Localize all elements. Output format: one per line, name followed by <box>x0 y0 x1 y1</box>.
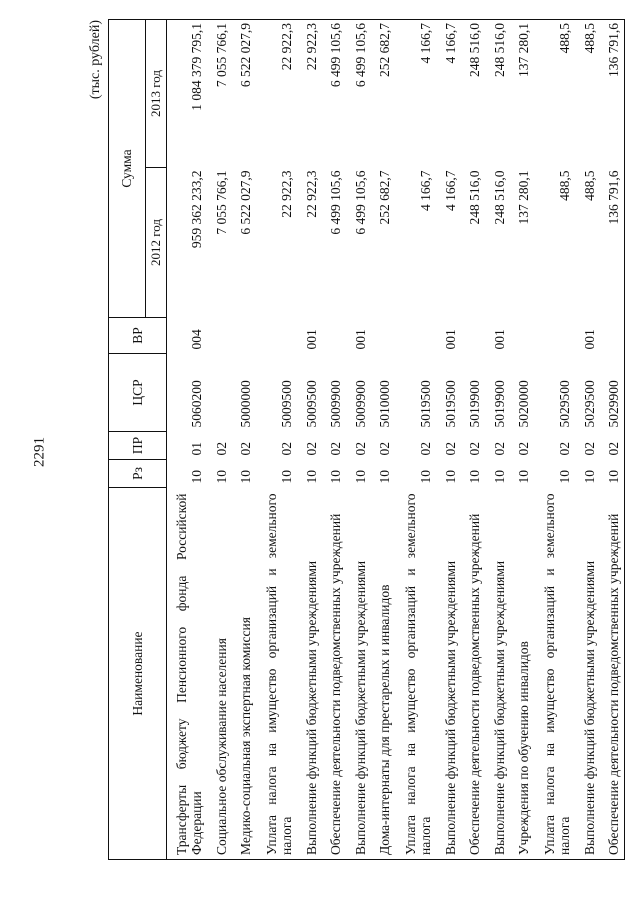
table-row <box>232 19 257 859</box>
cell-csr: 5009500 <box>303 380 319 428</box>
cell-y2013: 488,5 <box>535 19 576 167</box>
cell-name: Обеспечение деятельности подведомственных учреждений <box>461 488 486 860</box>
cell-csr: 5029500 <box>581 380 597 428</box>
cell-vr: 001 <box>581 329 597 350</box>
cell-y2012: 248 516,0 <box>491 170 507 225</box>
table-row <box>322 19 347 859</box>
cell-name: Выполнение функций бюджетными учреждениями <box>576 488 601 860</box>
table-row <box>510 19 535 859</box>
table-row <box>298 19 323 859</box>
cell-rz: 10 <box>600 460 625 488</box>
cell-vr <box>510 318 535 354</box>
cell-pr: 02 <box>328 442 344 456</box>
cell-y2012: 488,5 <box>581 170 597 201</box>
cell-csr: 5029500 <box>557 380 573 428</box>
cell-y2013: 248 516,0 <box>486 19 511 167</box>
cell-rz: 10 <box>516 470 532 484</box>
cell-csr: 5029900 <box>600 354 625 432</box>
cell-rz: 10 <box>557 470 573 484</box>
cell-y2013: 248 516,0 <box>461 19 486 167</box>
cell-csr: 5019900 <box>467 380 483 428</box>
cell-pr: 02 <box>442 442 458 456</box>
cell-vr: 001 <box>491 329 507 350</box>
cell-pr: 02 <box>516 442 532 456</box>
cell-name: Медико-социальная экспертная комиссия <box>232 488 257 860</box>
cell-y2012: 137 280,1 <box>516 170 532 225</box>
header-sum: Сумма <box>109 19 146 317</box>
cell-vr <box>535 318 576 354</box>
cell-csr: 5060200 <box>189 380 205 428</box>
cell-y2013: 6 499 105,6 <box>347 19 372 167</box>
cell-y2012: 22 922,3 <box>303 170 319 218</box>
cell-vr <box>208 318 233 354</box>
cell-name: Трансферты бюджету Пенсионного фонда Российской Федерации <box>167 488 208 860</box>
cell-rz: 10 <box>467 470 483 484</box>
cell-rz: 10 <box>189 470 205 484</box>
cell-pr: 02 <box>600 432 625 460</box>
cell-name: Учреждения по обучению инвалидов <box>510 488 535 860</box>
table-row <box>535 19 576 859</box>
cell-csr <box>208 354 233 432</box>
cell-pr: 02 <box>377 442 393 456</box>
cell-pr: 02 <box>581 442 597 456</box>
cell-pr: 02 <box>352 442 368 456</box>
cell-y2012: 252 682,7 <box>377 170 393 225</box>
cell-y2012: 6 522 027,9 <box>238 170 254 235</box>
cell-rz: 10 <box>279 470 295 484</box>
cell-name: Уплата налога на имущество организаций и земельного налога <box>396 488 437 860</box>
cell-csr: 5000000 <box>238 380 254 428</box>
cell-name: Обеспечение деятельности подведомственных учреждений <box>600 488 625 860</box>
cell-y2013: 4 166,7 <box>437 19 462 167</box>
cell-vr <box>461 318 486 354</box>
header-2013: 2013 год <box>146 19 167 167</box>
cell-vr <box>322 318 347 354</box>
cell-rz: 10 <box>303 470 319 484</box>
cell-rz: 10 <box>213 470 229 484</box>
cell-rz: 10 <box>418 470 434 484</box>
header-vr: ВР <box>109 318 167 354</box>
cell-vr <box>371 318 396 354</box>
cell-rz: 10 <box>581 470 597 484</box>
cell-y2013: 22 922,3 <box>298 19 323 167</box>
cell-vr: 001 <box>442 329 458 350</box>
table-body <box>167 19 625 859</box>
cell-pr: 02 <box>213 442 229 456</box>
cell-rz: 10 <box>377 470 393 484</box>
table-row <box>347 19 372 859</box>
cell-csr: 5019500 <box>442 380 458 428</box>
cell-csr: 5009900 <box>328 380 344 428</box>
cell-vr <box>600 318 625 354</box>
cell-rz: 10 <box>352 470 368 484</box>
cell-name: Уплата налога на имущество организаций и земельного налога <box>535 488 576 860</box>
cell-y2012: 22 922,3 <box>279 170 295 218</box>
table-row <box>257 19 298 859</box>
cell-y2013: 1 084 379 795,1 <box>167 19 208 167</box>
cell-name: Выполнение функций бюджетными учреждениями <box>298 488 323 860</box>
cell-rz: 10 <box>442 470 458 484</box>
page-number: 2291 <box>31 437 48 467</box>
cell-pr: 02 <box>467 442 483 456</box>
cell-rz: 10 <box>491 470 507 484</box>
cell-y2013: 488,5 <box>576 19 601 167</box>
cell-vr: 004 <box>189 329 205 350</box>
cell-pr: 02 <box>303 442 319 456</box>
cell-name: Социальное обслуживание населения <box>208 488 233 860</box>
cell-csr: 5019900 <box>491 380 507 428</box>
cell-y2013: 136 791,6 <box>600 19 625 167</box>
cell-y2012: 7 055 766,1 <box>213 170 229 235</box>
cell-vr <box>232 318 257 354</box>
cell-vr: 001 <box>352 329 368 350</box>
cell-y2013: 252 682,7 <box>371 19 396 167</box>
header-csr: ЦСР <box>109 354 167 432</box>
cell-y2013: 22 922,3 <box>257 19 298 167</box>
cell-y2012: 488,5 <box>557 170 573 201</box>
cell-name: Дома-интернаты для престарелых и инвалидов <box>371 488 396 860</box>
cell-pr: 02 <box>491 442 507 456</box>
cell-name: Выполнение функций бюджетными учреждениями <box>486 488 511 860</box>
cell-csr: 5009900 <box>352 380 368 428</box>
cell-y2012: 4 166,7 <box>442 170 458 211</box>
table-row <box>486 19 511 859</box>
cell-name: Выполнение функций бюджетными учреждениями <box>347 488 372 860</box>
table-row <box>167 19 208 859</box>
cell-y2013: 4 166,7 <box>396 19 437 167</box>
cell-csr: 5010000 <box>377 380 393 428</box>
table-row <box>576 19 601 859</box>
header-2012: 2012 год <box>146 168 167 318</box>
header-name: Наименование <box>109 488 167 860</box>
cell-y2012: 959 362 233,2 <box>189 170 205 249</box>
cell-y2013: 137 280,1 <box>510 19 535 167</box>
cell-y2012: 136 791,6 <box>600 168 625 318</box>
cell-pr: 02 <box>279 442 295 456</box>
cell-pr: 02 <box>557 442 573 456</box>
cell-y2013: 7 055 766,1 <box>208 19 233 167</box>
cell-csr: 5019500 <box>418 380 434 428</box>
budget-table <box>108 19 625 860</box>
cell-vr: 001 <box>303 329 319 350</box>
cell-vr <box>396 318 437 354</box>
table-row <box>371 19 396 859</box>
cell-pr: 02 <box>418 442 434 456</box>
table-row <box>396 19 437 859</box>
cell-csr: 5009500 <box>279 380 295 428</box>
table-row <box>461 19 486 859</box>
cell-y2012: 6 499 105,6 <box>328 170 344 235</box>
cell-pr: 02 <box>238 442 254 456</box>
cell-name: Уплата налога на имущество организаций и земельного налога <box>257 488 298 860</box>
cell-pr: 01 <box>189 442 205 456</box>
header-rz: Рз <box>109 460 167 488</box>
cell-name: Выполнение функций бюджетными учреждениями <box>437 488 462 860</box>
cell-csr: 5020000 <box>516 380 532 428</box>
units-label: (тыс. рублей) <box>88 20 103 100</box>
cell-y2013: 6 522 027,9 <box>232 19 257 167</box>
header-pr: ПР <box>109 432 167 460</box>
cell-rz: 10 <box>328 470 344 484</box>
cell-vr <box>257 318 298 354</box>
rotated-table-sheet <box>88 20 621 860</box>
table-row <box>600 19 625 859</box>
table-row <box>437 19 462 859</box>
cell-y2012: 248 516,0 <box>467 170 483 225</box>
cell-y2012: 4 166,7 <box>418 170 434 211</box>
cell-rz: 10 <box>238 470 254 484</box>
table-row <box>208 19 233 859</box>
cell-y2013: 6 499 105,6 <box>322 19 347 167</box>
cell-y2012: 6 499 105,6 <box>352 170 368 235</box>
cell-name: Обеспечение деятельности подведомственных учреждений <box>322 488 347 860</box>
